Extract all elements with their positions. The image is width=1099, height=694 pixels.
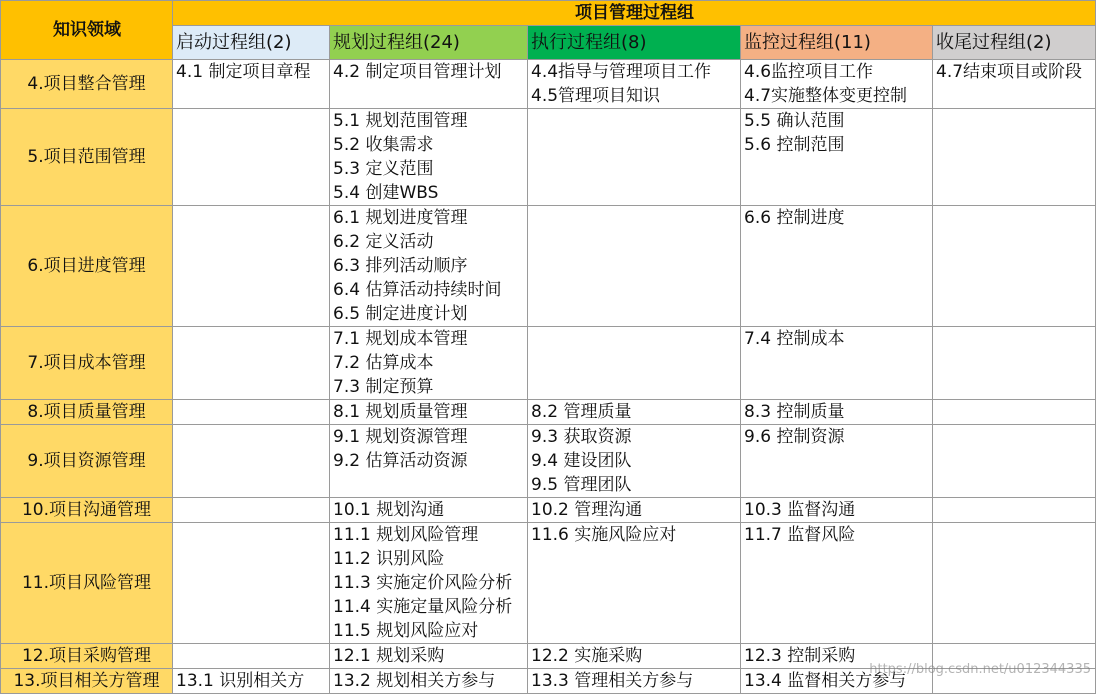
process-cell [173,400,330,425]
process-item: 9.5 管理团队 [531,475,632,495]
process-cell [330,498,528,523]
process-cell [173,327,330,400]
table-row [1,425,1096,498]
process-cell [330,669,528,694]
process-cell [933,669,1096,694]
process-item: 7.4 控制成本 [744,329,845,349]
process-cell [933,498,1096,523]
process-item: 4.4指导与管理项目工作 [531,62,712,82]
group-executing-header: 执行过程组(8) [528,26,741,60]
process-item: 5.2 收集需求 [333,135,434,155]
process-cell [741,206,933,327]
process-item: 6.6 控制进度 [744,208,845,228]
process-cell [330,425,528,498]
process-item: 8.3 控制质量 [744,402,845,422]
group-initiating-header: 启动过程组(2) [173,26,330,60]
knowledge-area-cell: 4.项目整合管理 [1,60,173,109]
process-cell [330,400,528,425]
process-cell [741,109,933,206]
process-item: 9.6 控制资源 [744,427,845,447]
process-cell [528,498,741,523]
table-body [1,60,1096,694]
knowledge-area-cell: 8.项目质量管理 [1,400,173,425]
process-cell [173,109,330,206]
process-item: 7.1 规划成本管理 [333,329,468,349]
process-item: 4.7实施整体变更控制 [744,86,908,106]
process-item: 12.3 控制采购 [744,646,856,666]
process-cell [528,206,741,327]
process-item: 4.2 制定项目管理计划 [333,62,502,82]
process-item: 13.1 识别相关方 [176,671,305,691]
process-cell [933,327,1096,400]
process-item: 4.7结束项目或阶段 [936,62,1083,82]
process-cell [330,109,528,206]
process-cell [330,206,528,327]
process-item: 12.2 实施采购 [531,646,643,666]
process-cell [173,498,330,523]
process-item: 12.1 规划采购 [333,646,445,666]
process-cell [933,644,1096,669]
process-item: 11.6 实施风险应对 [531,525,677,545]
process-cell [330,523,528,644]
process-cell [528,644,741,669]
process-item: 8.1 规划质量管理 [333,402,468,422]
knowledge-area-cell: 6.项目进度管理 [1,206,173,327]
process-item: 5.3 定义范围 [333,159,434,179]
process-cell [173,523,330,644]
process-item: 6.3 排列活动顺序 [333,256,468,276]
process-item: 4.5管理项目知识 [531,86,661,106]
process-cell [330,644,528,669]
process-cell [741,498,933,523]
process-item: 6.1 规划进度管理 [333,208,468,228]
process-cell [933,523,1096,644]
process-item: 6.5 制定进度计划 [333,304,468,324]
process-item: 11.2 识别风险 [333,549,445,569]
process-item: 11.7 监督风险 [744,525,856,545]
process-item: 11.4 实施定量风险分析 [333,597,513,617]
knowledge-area-cell: 10.项目沟通管理 [1,498,173,523]
process-cell [741,400,933,425]
process-item: 11.1 规划风险管理 [333,525,479,545]
process-cell [741,644,933,669]
process-groups-title: 项目管理过程组 [173,1,1096,26]
knowledge-area-cell: 7.项目成本管理 [1,327,173,400]
table-row [1,206,1096,327]
process-item: 5.4 创建WBS [333,183,439,203]
process-cell [933,400,1096,425]
process-cell [741,327,933,400]
table-row [1,644,1096,669]
process-item: 11.5 规划风险应对 [333,621,479,641]
process-item: 10.3 监督沟通 [744,500,856,520]
knowledge-area-cell: 13.项目相关方管理 [1,669,173,694]
process-cell [173,425,330,498]
process-cell [528,425,741,498]
table-row [1,327,1096,400]
knowledge-area-header: 知识领域 [1,1,173,60]
process-item: 13.2 规划相关方参与 [333,671,496,691]
process-item: 9.4 建设团队 [531,451,632,471]
process-item: 5.1 规划范围管理 [333,111,468,131]
knowledge-area-cell: 5.项目范围管理 [1,109,173,206]
process-cell [933,60,1096,109]
table-row [1,109,1096,206]
process-cell [933,425,1096,498]
process-cell [173,644,330,669]
knowledge-area-cell: 12.项目采购管理 [1,644,173,669]
process-cell [173,206,330,327]
process-cell [528,400,741,425]
knowledge-area-cell: 11.项目风险管理 [1,523,173,644]
table-row [1,60,1096,109]
process-cell [741,425,933,498]
process-item: 11.3 实施定价风险分析 [333,573,513,593]
process-cell [528,669,741,694]
knowledge-area-cell: 9.项目资源管理 [1,425,173,498]
process-cell [173,669,330,694]
process-item: 5.5 确认范围 [744,111,845,131]
table-row [1,669,1096,694]
process-cell [330,60,528,109]
process-item: 9.1 规划资源管理 [333,427,468,447]
process-cell [330,327,528,400]
process-item: 13.3 管理相关方参与 [531,671,694,691]
header-title-row [1,1,1096,26]
process-item: 7.2 估算成本 [333,353,434,373]
process-item: 10.2 管理沟通 [531,500,643,520]
process-cell [528,523,741,644]
table-row [1,498,1096,523]
process-item: 13.4 监督相关方参与 [744,671,907,691]
group-monitoring-header: 监控过程组(11) [741,26,933,60]
table-row [1,523,1096,644]
process-cell [528,327,741,400]
process-item: 7.3 制定预算 [333,377,434,397]
table-row [1,400,1096,425]
process-item: 4.1 制定项目章程 [176,62,311,82]
process-cell [741,669,933,694]
process-item: 6.4 估算活动持续时间 [333,280,502,300]
process-cell [933,109,1096,206]
process-cell [741,523,933,644]
process-item: 10.1 规划沟通 [333,500,445,520]
process-item: 9.2 估算活动资源 [333,451,468,471]
process-item: 5.6 控制范围 [744,135,845,155]
process-cell [933,206,1096,327]
group-closing-header: 收尾过程组(2) [933,26,1096,60]
process-item: 9.3 获取资源 [531,427,632,447]
process-item: 6.2 定义活动 [333,232,434,252]
process-cell [741,60,933,109]
process-item: 8.2 管理质量 [531,402,632,422]
process-item: 4.6监控项目工作 [744,62,874,82]
process-cell [528,109,741,206]
process-cell [528,60,741,109]
group-planning-header: 规划过程组(24) [330,26,528,60]
watermark: https://blog.csdn.net/u012344335 [869,662,1091,677]
process-cell [173,60,330,109]
